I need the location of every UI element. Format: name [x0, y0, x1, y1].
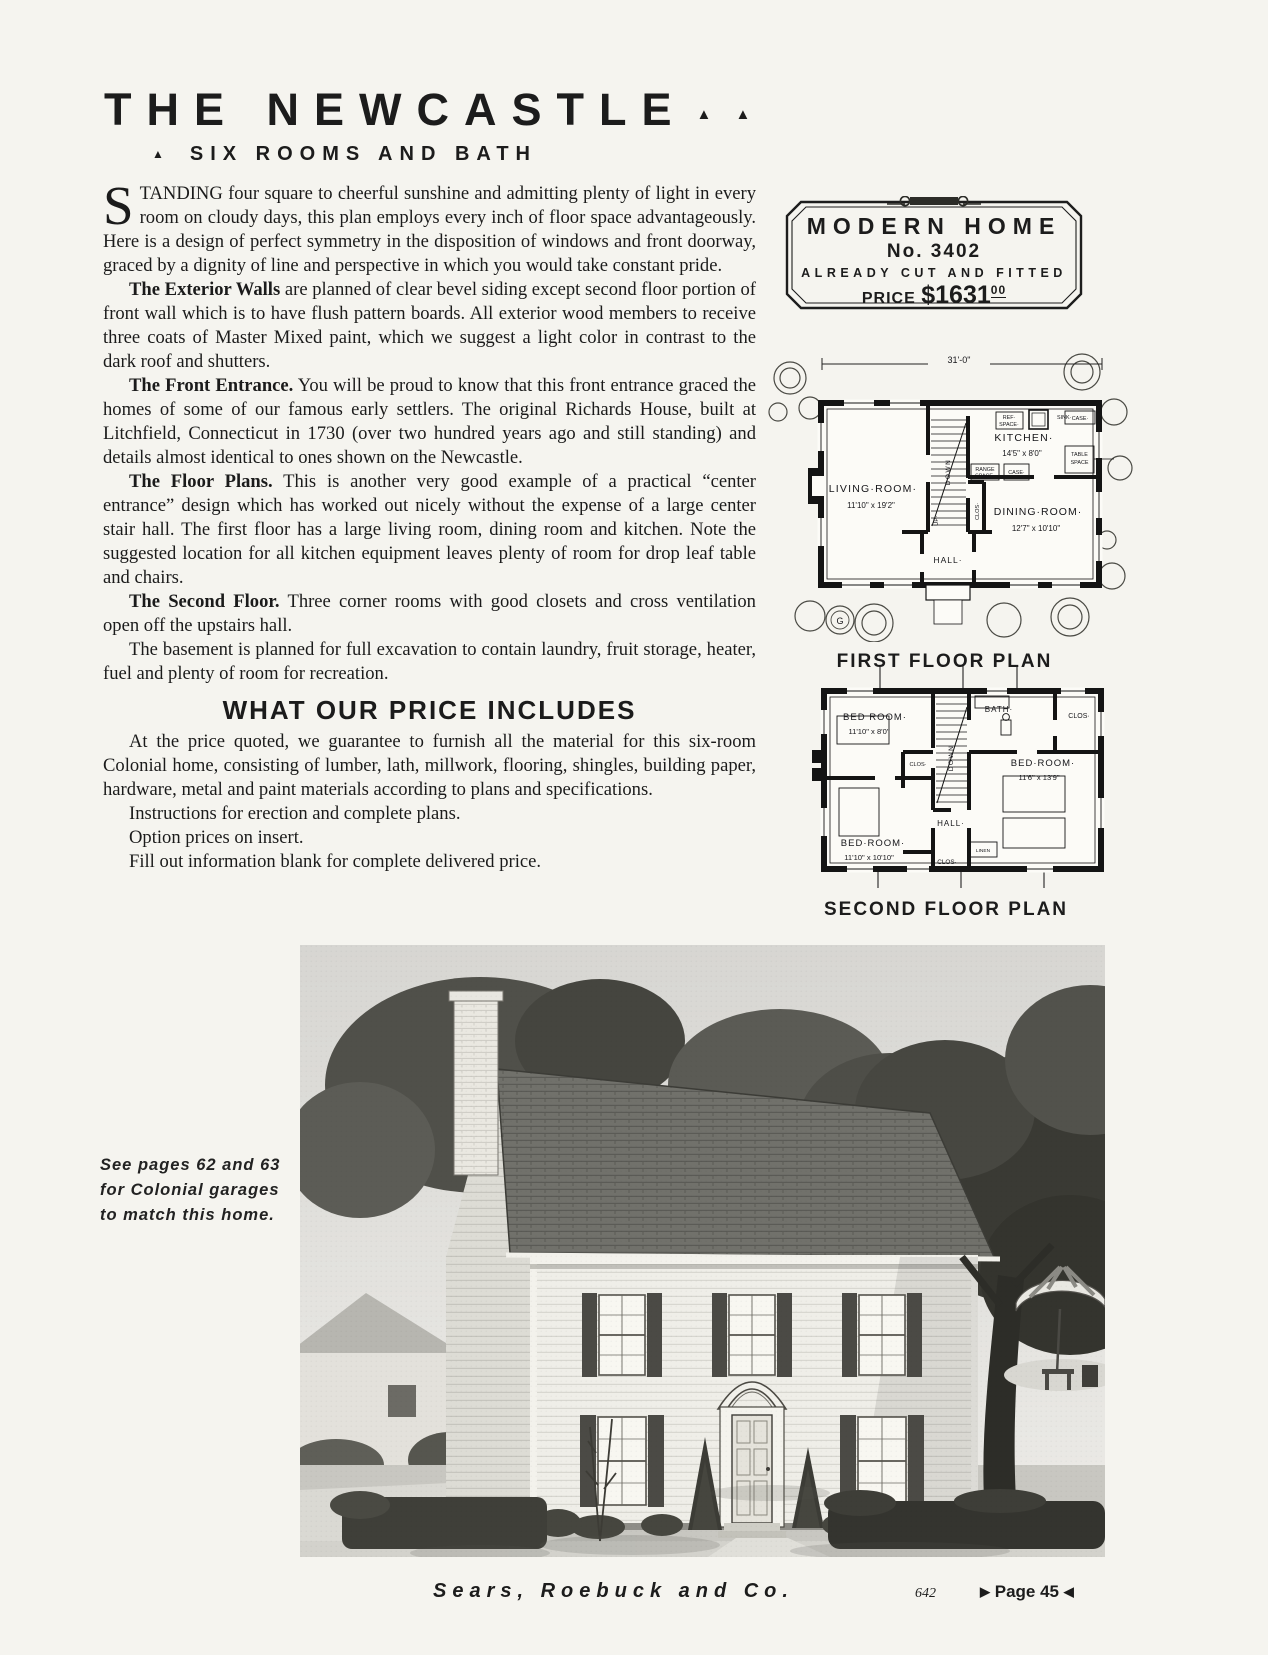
- paragraph-standing: [103, 175, 756, 278]
- sink-label: SINK·: [1057, 415, 1072, 421]
- paragraph-text: Three corner rooms with good closets and cross ventilation open off the upstairs hall.: [103, 591, 756, 636]
- first-floor-plan-caption: FIRST FLOOR PLAN: [836, 651, 1053, 672]
- paragraph-lead: The Front Entrance.: [129, 375, 294, 396]
- publisher-name: Sears, Roebuck and Co.: [433, 1580, 794, 1602]
- garage-note-line: to match this home.: [100, 1206, 275, 1224]
- paragraph-price: At the price quoted, we guarantee to furnish all the material for this six-room Colonial home, consisting of lumber, lath, millwork, flooring, shingles, building paper, hardware, metal and paint materials according to plans and specifications.: [103, 731, 756, 800]
- price-item: Fill out information blank for complete delivered price.: [129, 851, 542, 872]
- price-label: PRICE: [861, 290, 916, 307]
- first-floor-plan: [752, 320, 1137, 673]
- price-section-heading: WHAT OUR PRICE INCLUDES: [222, 695, 637, 725]
- case-label: CASE·: [1071, 416, 1089, 422]
- case-label2: CASE·: [1008, 470, 1025, 476]
- page-subtitle: [152, 143, 537, 166]
- catalog-code: 642: [915, 1586, 936, 1601]
- dining-room-label: DINING·ROOM·: [993, 506, 1083, 518]
- house-illustration: [300, 945, 1105, 1557]
- paragraph-text: This is another very good example of a practical “center entrance” design which has worked out nicely without the expense of a large center stair hall. The first floor has a large living room, dining room and kitchen. Note the suggested location for all kitchen equipment leaves plenty of room for drop leaf table and chairs.: [103, 471, 756, 588]
- paragraph-floor-plans: [103, 470, 756, 590]
- stairs-up-label: UP·: [934, 515, 940, 526]
- second-floor-plan: [755, 660, 1137, 921]
- kitchen-dims: 14'5" x 8'0": [1002, 449, 1042, 458]
- arrow-left-icon: ◀: [1063, 1584, 1074, 1599]
- article-column: [103, 175, 756, 874]
- paragraph-lead: The Floor Plans.: [129, 471, 273, 492]
- living-room-label: LIVING·ROOM·: [828, 483, 918, 495]
- garage-note-line: for Colonial garages: [100, 1181, 280, 1199]
- badge-price: [783, 281, 1085, 310]
- front-stoop: [926, 585, 970, 624]
- bedroom2-label: BED·ROOM·: [1010, 758, 1076, 769]
- bedroom1-dims: 11'10" x 8'0": [848, 727, 890, 736]
- page-title: [104, 84, 760, 136]
- kitchen-label: KITCHEN·: [994, 432, 1054, 444]
- closet-top-label: CLOS·: [1068, 713, 1090, 720]
- ref-space-label2: SPACE·: [999, 422, 1019, 428]
- garage-note: [100, 1153, 285, 1228]
- arrow-right-icon: ▶: [980, 1584, 990, 1599]
- paragraph-lead: The Second Floor.: [129, 591, 280, 612]
- garage-note-line: See pages 62 and 63: [100, 1156, 281, 1174]
- second-floor-plan-drawing: [755, 660, 1137, 890]
- dropcap: S: [103, 175, 134, 236]
- range-space-label2: SPACE·: [975, 473, 995, 480]
- bedroom2-dims: 11'6" x 13'9": [1018, 773, 1060, 782]
- page-title-text: THE NEWCASTLE: [104, 84, 687, 135]
- garage-mark-letter: G: [836, 616, 844, 626]
- triangle-icon: ▲: [152, 147, 164, 161]
- title-ornament: ▲ ▲: [696, 106, 761, 123]
- hall-label: HALL·: [933, 555, 963, 565]
- badge-title: MODERN HOME: [806, 213, 1062, 239]
- paragraph-exterior-walls: [103, 278, 756, 374]
- first-floor-plan-drawing: [752, 320, 1137, 642]
- table-space-label: TABLE: [1071, 452, 1088, 458]
- halftone-overlay: [300, 945, 1105, 1557]
- bedroom3-label: BED·ROOM·: [840, 838, 906, 849]
- overall-width-label: 31'-0": [947, 355, 971, 365]
- closet-bottom-label: CLOS·: [937, 859, 957, 866]
- badge-text: [783, 196, 1085, 310]
- garage-mark: [826, 606, 854, 634]
- paragraph-front-entrance: [103, 374, 756, 470]
- bedroom3-dims: 11'10" x 10'10": [844, 853, 894, 862]
- ref-space-label: REF·: [1002, 415, 1016, 421]
- page-subtitle-text: SIX ROOMS AND BATH: [189, 143, 538, 165]
- price-item: Instructions for erection and complete plans.: [129, 803, 461, 824]
- closet-label: CLOS·: [975, 502, 981, 520]
- price-item: Option prices on insert.: [129, 827, 304, 848]
- page-number-text: Page 45: [994, 1582, 1059, 1601]
- table-space-label2: SPACE: [1070, 460, 1089, 466]
- paragraph-lead: The Exterior Walls: [129, 279, 281, 300]
- badge-subtitle: ALREADY CUT AND FITTED: [801, 266, 1067, 280]
- modern-home-badge: [783, 196, 1085, 312]
- paragraph-basement: [103, 638, 756, 686]
- bath-label: BATH·: [984, 705, 1014, 714]
- bedroom1-label: BED ROOM·: [843, 712, 907, 723]
- paragraph-text: The basement is planned for full excavation to contain laundry, fruit storage, heater, fuel and plenty of room for recreation.: [103, 639, 756, 684]
- stairs-down-label: DOWN: [948, 744, 955, 772]
- paragraph-second-floor: [103, 590, 756, 638]
- range-space-label: RANGE: [975, 467, 995, 473]
- closet-mid-label: CLOS·: [909, 762, 927, 768]
- badge-model-number: No. 3402: [886, 241, 982, 262]
- hall-label: HALL·: [937, 819, 965, 828]
- page-number: [980, 1582, 1074, 1602]
- price-dollars: $1631: [921, 281, 991, 309]
- paragraph-text: are planned of clear bevel siding except second floor portion of front wall which is to have flush pattern boards. All exterior wood members to receive three coats of Master Mixed paint, which we suggest a light color in contrast to the dark roof and shutters.: [103, 279, 756, 372]
- linen-label: LINEN: [975, 849, 991, 854]
- second-floor-plan-caption: SECOND FLOOR PLAN: [823, 899, 1069, 920]
- paragraph-text: You will be proud to know that this front entrance graced the homes of some of our famous early settlers. The original Richards House, built at Litchfield, Connecticut in 1730 (over two hundred years ago and still standing) and details almost identical to ones shown on the Newcastle.: [103, 375, 756, 468]
- paragraph-text: TANDING four square to cheerful sunshine and admitting plenty of light in every room on cloudy days, this plan employs every inch of floor space advantageously. Here is a design of perfect symmetry in the disposition of windows and front doorway, graced by a dignity of line and perspective in which you would take constant pride.: [103, 183, 756, 276]
- living-room-dims: 11'10" x 19'2": [847, 501, 895, 510]
- house-photo: [300, 945, 1105, 1557]
- stairs-down-label: DOWN: [945, 458, 952, 486]
- price-cents: 00: [990, 283, 1007, 297]
- dining-room-dims: 12'7" x 10'10": [1011, 524, 1061, 533]
